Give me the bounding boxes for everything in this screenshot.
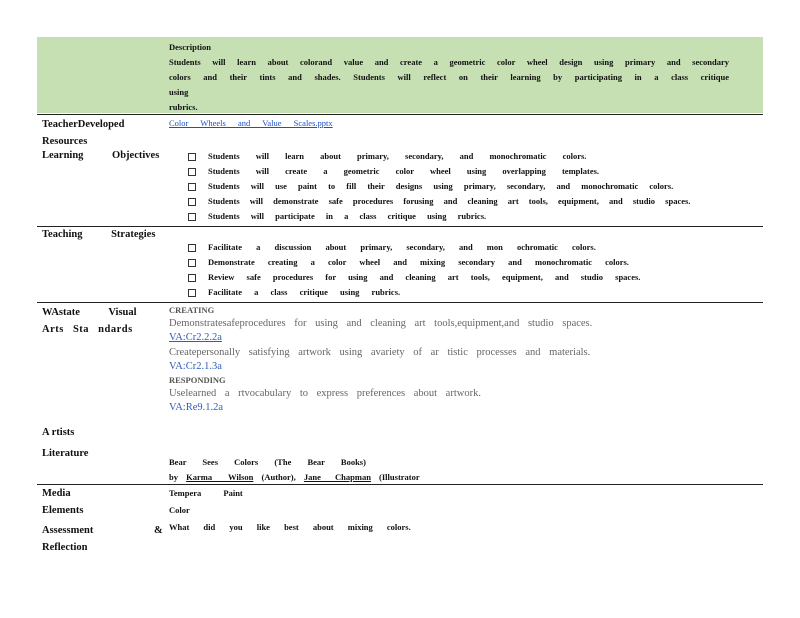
assessment-value: What did you like best about mixing colors.	[169, 522, 411, 532]
list-item	[188, 255, 648, 270]
objectives-list	[188, 149, 723, 224]
resources-link[interactable]: Color Wheels and Value Scales.pptx	[169, 118, 333, 128]
strategies-list	[188, 240, 648, 300]
objective-text: Students will learn about primary, secondary, and monochromatic colors.	[208, 151, 587, 161]
standard-code: VA:Re9.1.2a	[169, 402, 224, 413]
resources-label	[42, 116, 124, 150]
standard-code: VA:Cr2.1.3a	[169, 361, 222, 372]
standards-label-line-2: Arts Sta ndards	[42, 324, 133, 335]
literature-label	[42, 422, 88, 464]
resources-label-line-2: Resources	[42, 136, 88, 147]
row-divider	[37, 302, 763, 303]
assessment-label-line-1: Assessment &	[42, 525, 163, 536]
checkbox-icon	[188, 153, 196, 161]
list-item	[188, 209, 723, 224]
list-item	[188, 270, 648, 285]
standards-label-line-1: WAstate Visual	[42, 307, 137, 318]
list-item	[188, 179, 723, 194]
strategy-text: Facilitate a discussion about primary, secondary, and mon ochromatic colors.	[208, 242, 596, 252]
description-line-2: colors and their tints and shades. Students will reflect on their learning by participating in a class critique using	[169, 72, 729, 97]
checkbox-icon	[188, 213, 196, 221]
book-title: Bear Sees Colors (The Bear Books)	[169, 457, 366, 467]
creating-text-2: Createpersonally satisfying artwork using avariety of ar tistic processes and materials.	[169, 347, 591, 358]
row-divider	[37, 114, 763, 115]
media-value: Tempera Paint	[169, 488, 243, 498]
responding-text: Uselearned a rtvocabulary to express preferences about artwork.	[169, 388, 481, 399]
list-item	[188, 164, 723, 179]
description-block	[169, 40, 729, 115]
list-item	[188, 194, 723, 209]
media-label: Media	[42, 488, 71, 499]
assessment-label	[42, 522, 163, 556]
checkbox-icon	[188, 168, 196, 176]
description-line-1: Students will learn about colorand value and create a geometric color wheel design using primary and secondary	[169, 57, 729, 67]
author-name: Karma Wilson	[186, 472, 254, 482]
checkbox-icon	[188, 183, 196, 191]
creating-text-1: Demonstratesafeprocedures for using and cleaning art tools,equipment,and studio spaces.	[169, 318, 593, 329]
row-divider	[37, 226, 763, 227]
checkbox-icon	[188, 259, 196, 267]
literature-label-line-2: Literature	[42, 448, 89, 459]
illustrator-role: (Illustrator	[379, 472, 420, 482]
resources-label-line-1: TeacherDeveloped	[42, 119, 125, 130]
book-credits	[169, 470, 429, 485]
strategy-text: Demonstrate creating a color wheel and mixing secondary and monochromatic colors.	[208, 257, 629, 267]
description-line-3: rubrics.	[169, 102, 198, 112]
author-role: (Author),	[261, 472, 296, 482]
responding-heading: RESPONDING	[169, 375, 226, 385]
checkbox-icon	[188, 198, 196, 206]
standard-code: VA:Cr2.2.2a	[169, 332, 222, 343]
checkbox-icon	[188, 274, 196, 282]
strategy-text: Review safe procedures for using and cleaning art tools, equipment, and studio spaces.	[208, 272, 641, 282]
strategies-label: Teaching Strategies	[42, 229, 156, 240]
literature-block	[169, 455, 429, 485]
checkbox-icon	[188, 244, 196, 252]
objective-text: Students will create a geometric color wheel using overlapping templates.	[208, 166, 600, 176]
list-item	[188, 285, 648, 300]
creating-heading: CREATING	[169, 305, 215, 315]
objective-text: Students will participate in a class critique using rubrics.	[208, 211, 487, 221]
objectives-label: Learning Objectives	[42, 150, 160, 161]
assessment-label-line-2: Reflection	[42, 542, 88, 553]
illustrator-name: Jane Chapman	[303, 472, 371, 482]
standards-block	[169, 304, 639, 415]
description-heading: Description	[169, 42, 212, 52]
objective-text: Students will use paint to fill their designs using primary, secondary, and monochromatic colors.	[208, 181, 674, 191]
literature-label-line-1: A rtists	[42, 427, 75, 438]
list-item	[188, 149, 723, 164]
elements-value: Color	[169, 505, 190, 515]
standards-label	[42, 304, 137, 338]
by-text: by	[169, 472, 178, 482]
elements-label: Elements	[42, 505, 84, 516]
objective-text: Students will demonstrate safe procedures forusing and cleaning art tools, equipment, and studio spaces.	[208, 196, 691, 206]
strategy-text: Facilitate a class critique using rubrics.	[208, 287, 401, 297]
checkbox-icon	[188, 289, 196, 297]
list-item	[188, 240, 648, 255]
